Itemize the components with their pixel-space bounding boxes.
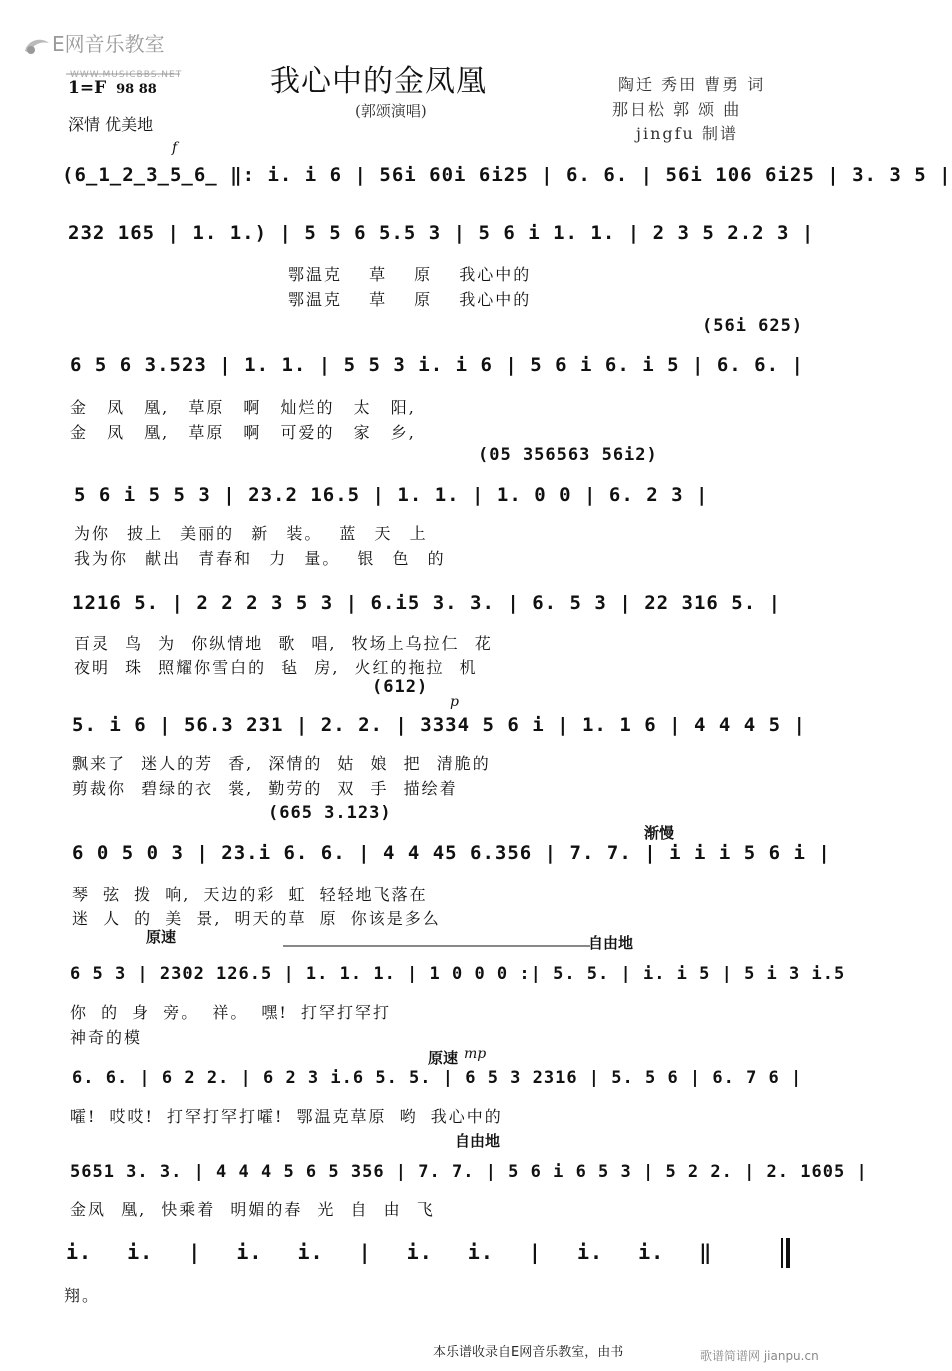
lyric-line: 琴 弦 拨 响, 天边的彩 虹 轻轻地飞落在 [72,885,428,904]
lyric-line: 百灵 鸟 为 你纵情地 歌 唱, 牧场上乌拉仁 花 [74,634,493,653]
logo-text: E网音乐教室 [52,32,165,56]
mezzo-piano-mark: mp [464,1046,487,1062]
notation-row-11: i. i. | i. i. | i. i. | i. i. ‖ [66,1240,713,1264]
lyric-line: 迷 人 的 美 景, 明天的草 原 你该是多么 [72,909,441,928]
song-subtitle: (郭颂演唱) [355,102,427,120]
notation-row-9: 6. 6. | 6 2 2. | 6 2 3 i.6 5. 5. | 6 5 3 2316 | 5. 5 6 | 6. 7 6 | [72,1068,803,1088]
lyric-line: 为你 披上 美丽的 新 装。 蓝 天 上 [74,524,428,543]
watermark-url: WWW.MUSICBBS.NET [70,70,183,80]
forte-mark: f [172,140,178,156]
notation-row-4: 5 6 i 5 5 3 | 23.2 16.5 | 1. 1. | 1. 0 0 | 6. 2 3 | [74,484,709,506]
footer-note: 本乐谱收录自E网音乐教室，由书 [433,1345,624,1360]
original-tempo-mark: 原速 [146,928,177,946]
piano-mark: p [450,694,459,710]
lyric-line: 你 的 身 旁。 祥。 嘿! 打罕打罕打 [70,1003,391,1022]
free-tempo-mark: 自由地 [588,934,634,952]
lyric-line: 金 凤 凰, 草原 啊 可爱的 家 乡, [70,423,416,442]
lyric-line: 翔。 [64,1286,101,1305]
notation-row-10: 5651 3. 3. | 4 4 4 5 6 5 356 | 7. 7. | 5 6 i 6 5 3 | 5 2 2. | 2. 1605 | [70,1162,868,1182]
notation-row-3: 6 5 6 3.523 | 1. 1. | 5 5 3 i. i 6 | 5 6 i 6. i 5 | 6. 6. | [70,354,804,376]
notation-row-1: (6̲1̲2̲3̲5̲6̲ ‖: i. i 6 | 56i 60i 6i25 | 6. 6. | 56i 106 6i25 | 3. 3 5 | [62,164,952,186]
notation-row-8: 6 5 3 | 2302 126.5 | 1. 1. 1. | 1 0 0 0 :| 5. 5. | i. i 5 | 5 i 3 i.5 [70,964,846,984]
notation-insert-3: (612) [372,677,429,697]
notation-insert-1: (56i 625) [702,316,804,336]
notation-row-5: 1216 5. | 2 2 2 3 5 3 | 6.i5 3. 3. | 6. 5 3 | 22 316 5. | [72,592,782,614]
song-title: 我心中的金凤凰 [270,64,487,99]
gradual-slow-mark: 渐慢 [644,824,675,842]
footer-site-mark: 歌谱简谱网 jianpu.cn [700,1349,819,1363]
lyric-line: 神奇的模 [70,1028,143,1047]
lyric-line: 金 凤 凰, 草原 啊 灿烂的 太 阳, [70,398,416,417]
notation-row-6: 5. i 6 | 56.3 231 | 2. 2. | 3334 5 6 i | 1. 1 6 | 4 4 4 5 | [72,714,806,736]
original-tempo-mark-2: 原速 [428,1049,459,1067]
lyric-line: 鄂温克 草 原 我心中的 [288,290,532,309]
lyric-line: 金凤 凰, 快乘着 明媚的春 光 自 由 飞 [70,1200,435,1219]
lyric-line: 夜明 珠 照耀你雪白的 毡 房, 火红的拖拉 机 [74,658,478,677]
lyric-line: 嚯! 哎哎! 打罕打罕打嚯! 鄂温克草原 哟 我心中的 [70,1107,503,1126]
free-tempo-mark-2: 自由地 [455,1132,501,1150]
notation-row-7: 6 0 5 0 3 | 23.i 6. 6. | 4 4 45 6.356 | 7. 7. | i i i 5 6 i | [72,842,831,864]
notation-row-2: 232 165 | 1. 1.) | 5 5 6 5.5 3 | 5 6 i 1. 1. | 2 3 5 2.2 3 | [68,222,815,244]
composer-credit: 那日松 郭 颂 曲 [612,100,742,119]
transcriber-credit: jingfu 制谱 [636,124,738,143]
expression-marking: 深情 优美地 [68,115,154,134]
lyric-line: 飘来了 迷人的芳 香, 深情的 姑 娘 把 清脆的 [72,754,491,773]
notation-insert-2: (05 356563 56i2) [478,445,658,465]
time-signature: 98 88 [116,82,157,97]
lyricist-credit: 陶迁 秀田 曹勇 词 [618,75,766,94]
lyric-line: 剪裁你 碧绿的衣 裳, 勤劳的 双 手 描绘着 [72,779,458,798]
lyric-line: 鄂温克 草 原 我心中的 [288,265,532,284]
notation-insert-4: (665 3.123) [268,803,392,823]
key-text: 1=F [68,78,107,98]
lyric-line: 我为你 献出 青春和 力 量。 银 色 的 [74,549,446,568]
